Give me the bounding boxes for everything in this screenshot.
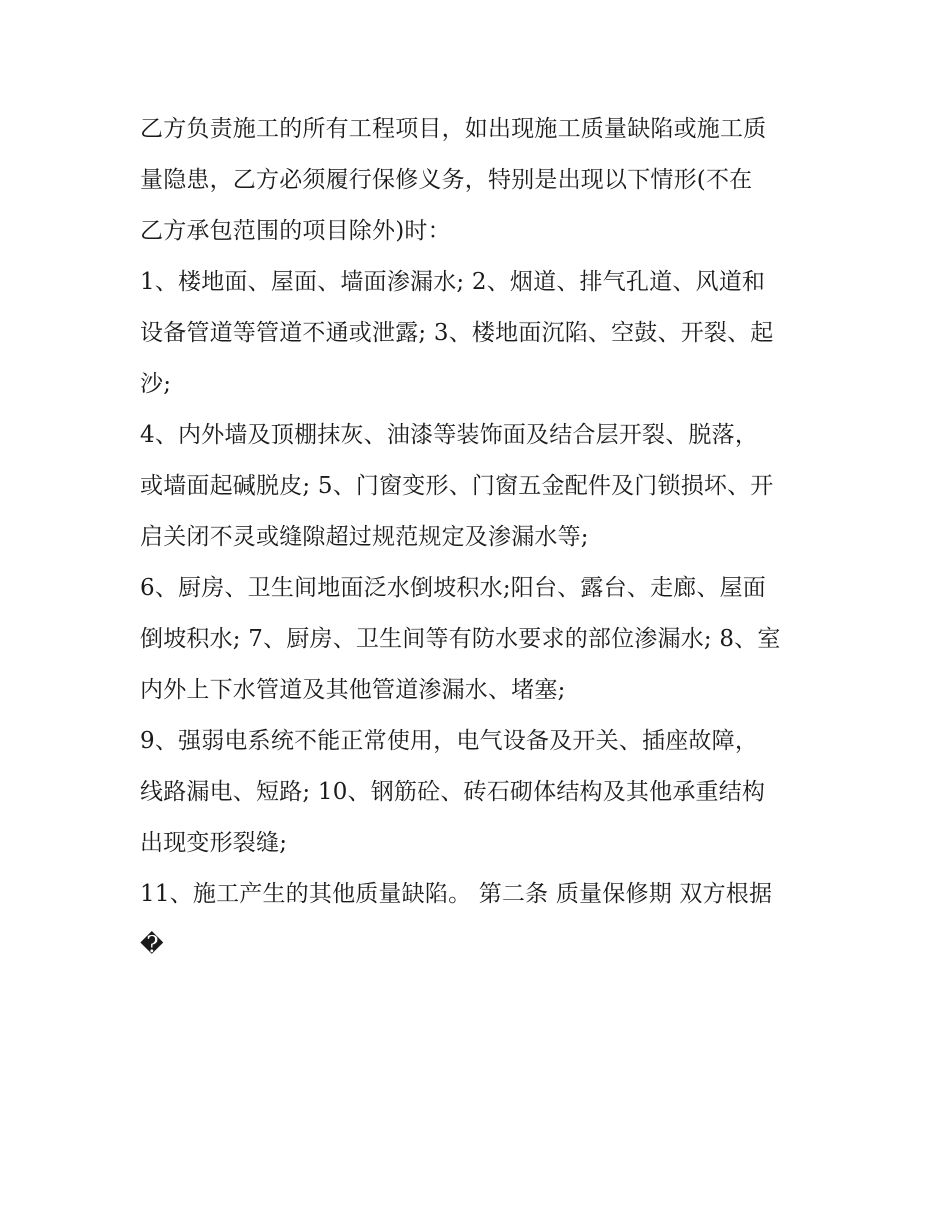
text-line: 出现变形裂缝; bbox=[140, 830, 288, 856]
text-line: 沙; bbox=[140, 371, 172, 397]
text-line: � bbox=[140, 932, 164, 958]
text-line: 倒坡积水; 7、厨房、卫生间等有防水要求的部位渗漏水; 8、室 bbox=[140, 626, 781, 652]
text-line: 9、强弱电系统不能正常使用，电气设备及开关、插座故障， bbox=[140, 728, 759, 754]
text-line: 11、施工产生的其他质量缺陷。 第二条 质量保修期 双方根据 bbox=[140, 881, 773, 907]
text-line: 启关闭不灵或缝隙超过规范规定及渗漏水等; bbox=[140, 524, 589, 550]
text-line: 线路漏电、短路; 10、钢筋砼、砖石砌体结构及其他承重结构 bbox=[140, 779, 766, 805]
document-body bbox=[140, 104, 820, 971]
text-line: 乙方承包范围的项目除外)时： bbox=[140, 218, 451, 244]
text-line: 乙方负责施工的所有工程项目，如出现施工质量缺陷或施工质 bbox=[140, 116, 767, 142]
text-line: 量隐患，乙方必须履行保修义务，特别是出现以下情形(不在 bbox=[140, 167, 753, 193]
text-line: 6、厨房、卫生间地面泛水倒坡积水;阳台、露台、走廊、屋面 bbox=[140, 575, 766, 601]
text-line: 或墙面起碱脱皮; 5、门窗变形、门窗五金配件及门锁损坏、开 bbox=[140, 473, 774, 499]
text-line: 内外上下水管道及其他管道渗漏水、堵塞; bbox=[140, 677, 566, 703]
text-line: 设备管道等管道不通或泄露; 3、楼地面沉陷、空鼓、开裂、起 bbox=[140, 320, 774, 346]
text-line: 1、楼地面、屋面、墙面渗漏水; 2、烟道、排气孔道、风道和 bbox=[140, 269, 766, 295]
text-line: 4、内外墙及顶棚抹灰、油漆等装饰面及结合层开裂、脱落， bbox=[140, 422, 759, 448]
